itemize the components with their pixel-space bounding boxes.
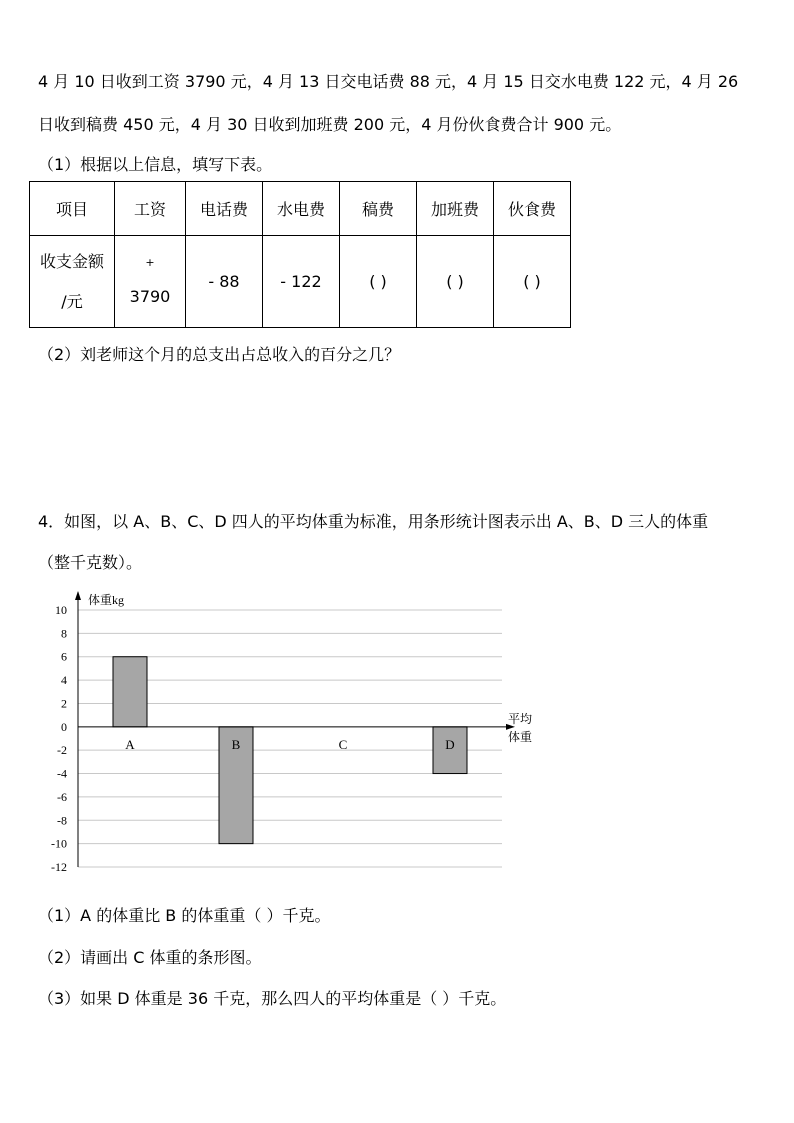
y-tick-label: -10 <box>51 836 67 851</box>
y-tick-label: 4 <box>61 673 67 688</box>
cell-royalty[interactable]: ( ) <box>340 236 417 328</box>
y-axis-label: 体重kg <box>88 593 125 607</box>
x-axis-label-line1: 平均 <box>508 711 533 726</box>
y-tick-label: 10 <box>55 603 67 617</box>
problem-4-line-2: （整千克数）。 <box>38 553 143 572</box>
sub-question-2: （2）请画出 C 体重的条形图。 <box>38 948 262 967</box>
bar-a <box>113 657 147 727</box>
header-overtime: 加班费 <box>417 182 494 236</box>
y-tick-label: 8 <box>61 626 67 641</box>
salary-sign: + <box>145 256 155 269</box>
header-salary: 工资 <box>115 182 186 236</box>
question-1: （1）根据以上信息，填写下表。 <box>38 155 273 174</box>
cell-overtime[interactable]: ( ) <box>417 236 494 328</box>
category-label-d: D <box>445 736 455 752</box>
y-tick-label: -6 <box>57 789 67 804</box>
category-label-b: B <box>231 736 241 752</box>
y-tick-label: -8 <box>57 813 67 828</box>
x-axis-label-line2: 体重 <box>508 729 533 744</box>
y-tick-label: -12 <box>51 860 67 874</box>
question-2: （2）刘老师这个月的总支出占总收入的百分之几？ <box>38 345 401 364</box>
y-tick-label: 2 <box>61 696 67 711</box>
cell-food[interactable]: ( ) <box>494 236 571 328</box>
row-label-line1: 收支金额 <box>39 251 104 271</box>
problem-4-line-1: 4．如图，以 A、B、C、D 四人的平均体重为标准，用条形统计图表示出 A、B、D 三人的体重 <box>38 512 709 531</box>
header-utility: 水电费 <box>263 182 340 236</box>
header-phone: 电话费 <box>186 182 263 236</box>
y-tick-label: 0 <box>61 719 67 734</box>
y-tick-label: -2 <box>57 743 67 758</box>
table-amount-row <box>30 236 571 328</box>
y-axis-arrow <box>75 591 81 600</box>
sub-question-1: （1）A 的体重比 B 的体重重（ ）千克。 <box>38 906 331 925</box>
header-food: 伙食费 <box>494 182 571 236</box>
cell-salary <box>115 236 186 328</box>
cell-utility: - 122 <box>263 236 340 328</box>
salary-value: 3790 <box>129 287 171 306</box>
sub-question-3: （3）如果 D 体重是 36 千克，那么四人的平均体重是（ ）千克。 <box>38 989 507 1008</box>
y-tick-label: 6 <box>61 649 67 664</box>
y-tick-label: -4 <box>57 766 67 781</box>
row-label-line2: /元 <box>61 291 83 311</box>
category-label-a: A <box>125 736 135 752</box>
row-label <box>30 236 115 328</box>
intro-line-1: 4 月 10 日收到工资 3790 元，4 月 13 日交电话费 88 元，4 月 15 日交水电费 122 元，4 月 26 <box>38 72 739 91</box>
header-item: 项目 <box>30 182 115 236</box>
intro-line-2: 日收到稿费 450 元，4 月 30 日收到加班费 200 元，4 月份伙食费合计 900 元。 <box>38 115 622 134</box>
table-header-row <box>30 182 571 236</box>
category-labels <box>125 737 454 752</box>
category-label-c: C <box>338 736 348 752</box>
header-royalty: 稿费 <box>340 182 417 236</box>
cell-phone: - 88 <box>186 236 263 328</box>
weight-bar-chart <box>40 588 550 883</box>
income-expense-table <box>29 181 571 328</box>
y-tick-labels <box>51 603 67 874</box>
